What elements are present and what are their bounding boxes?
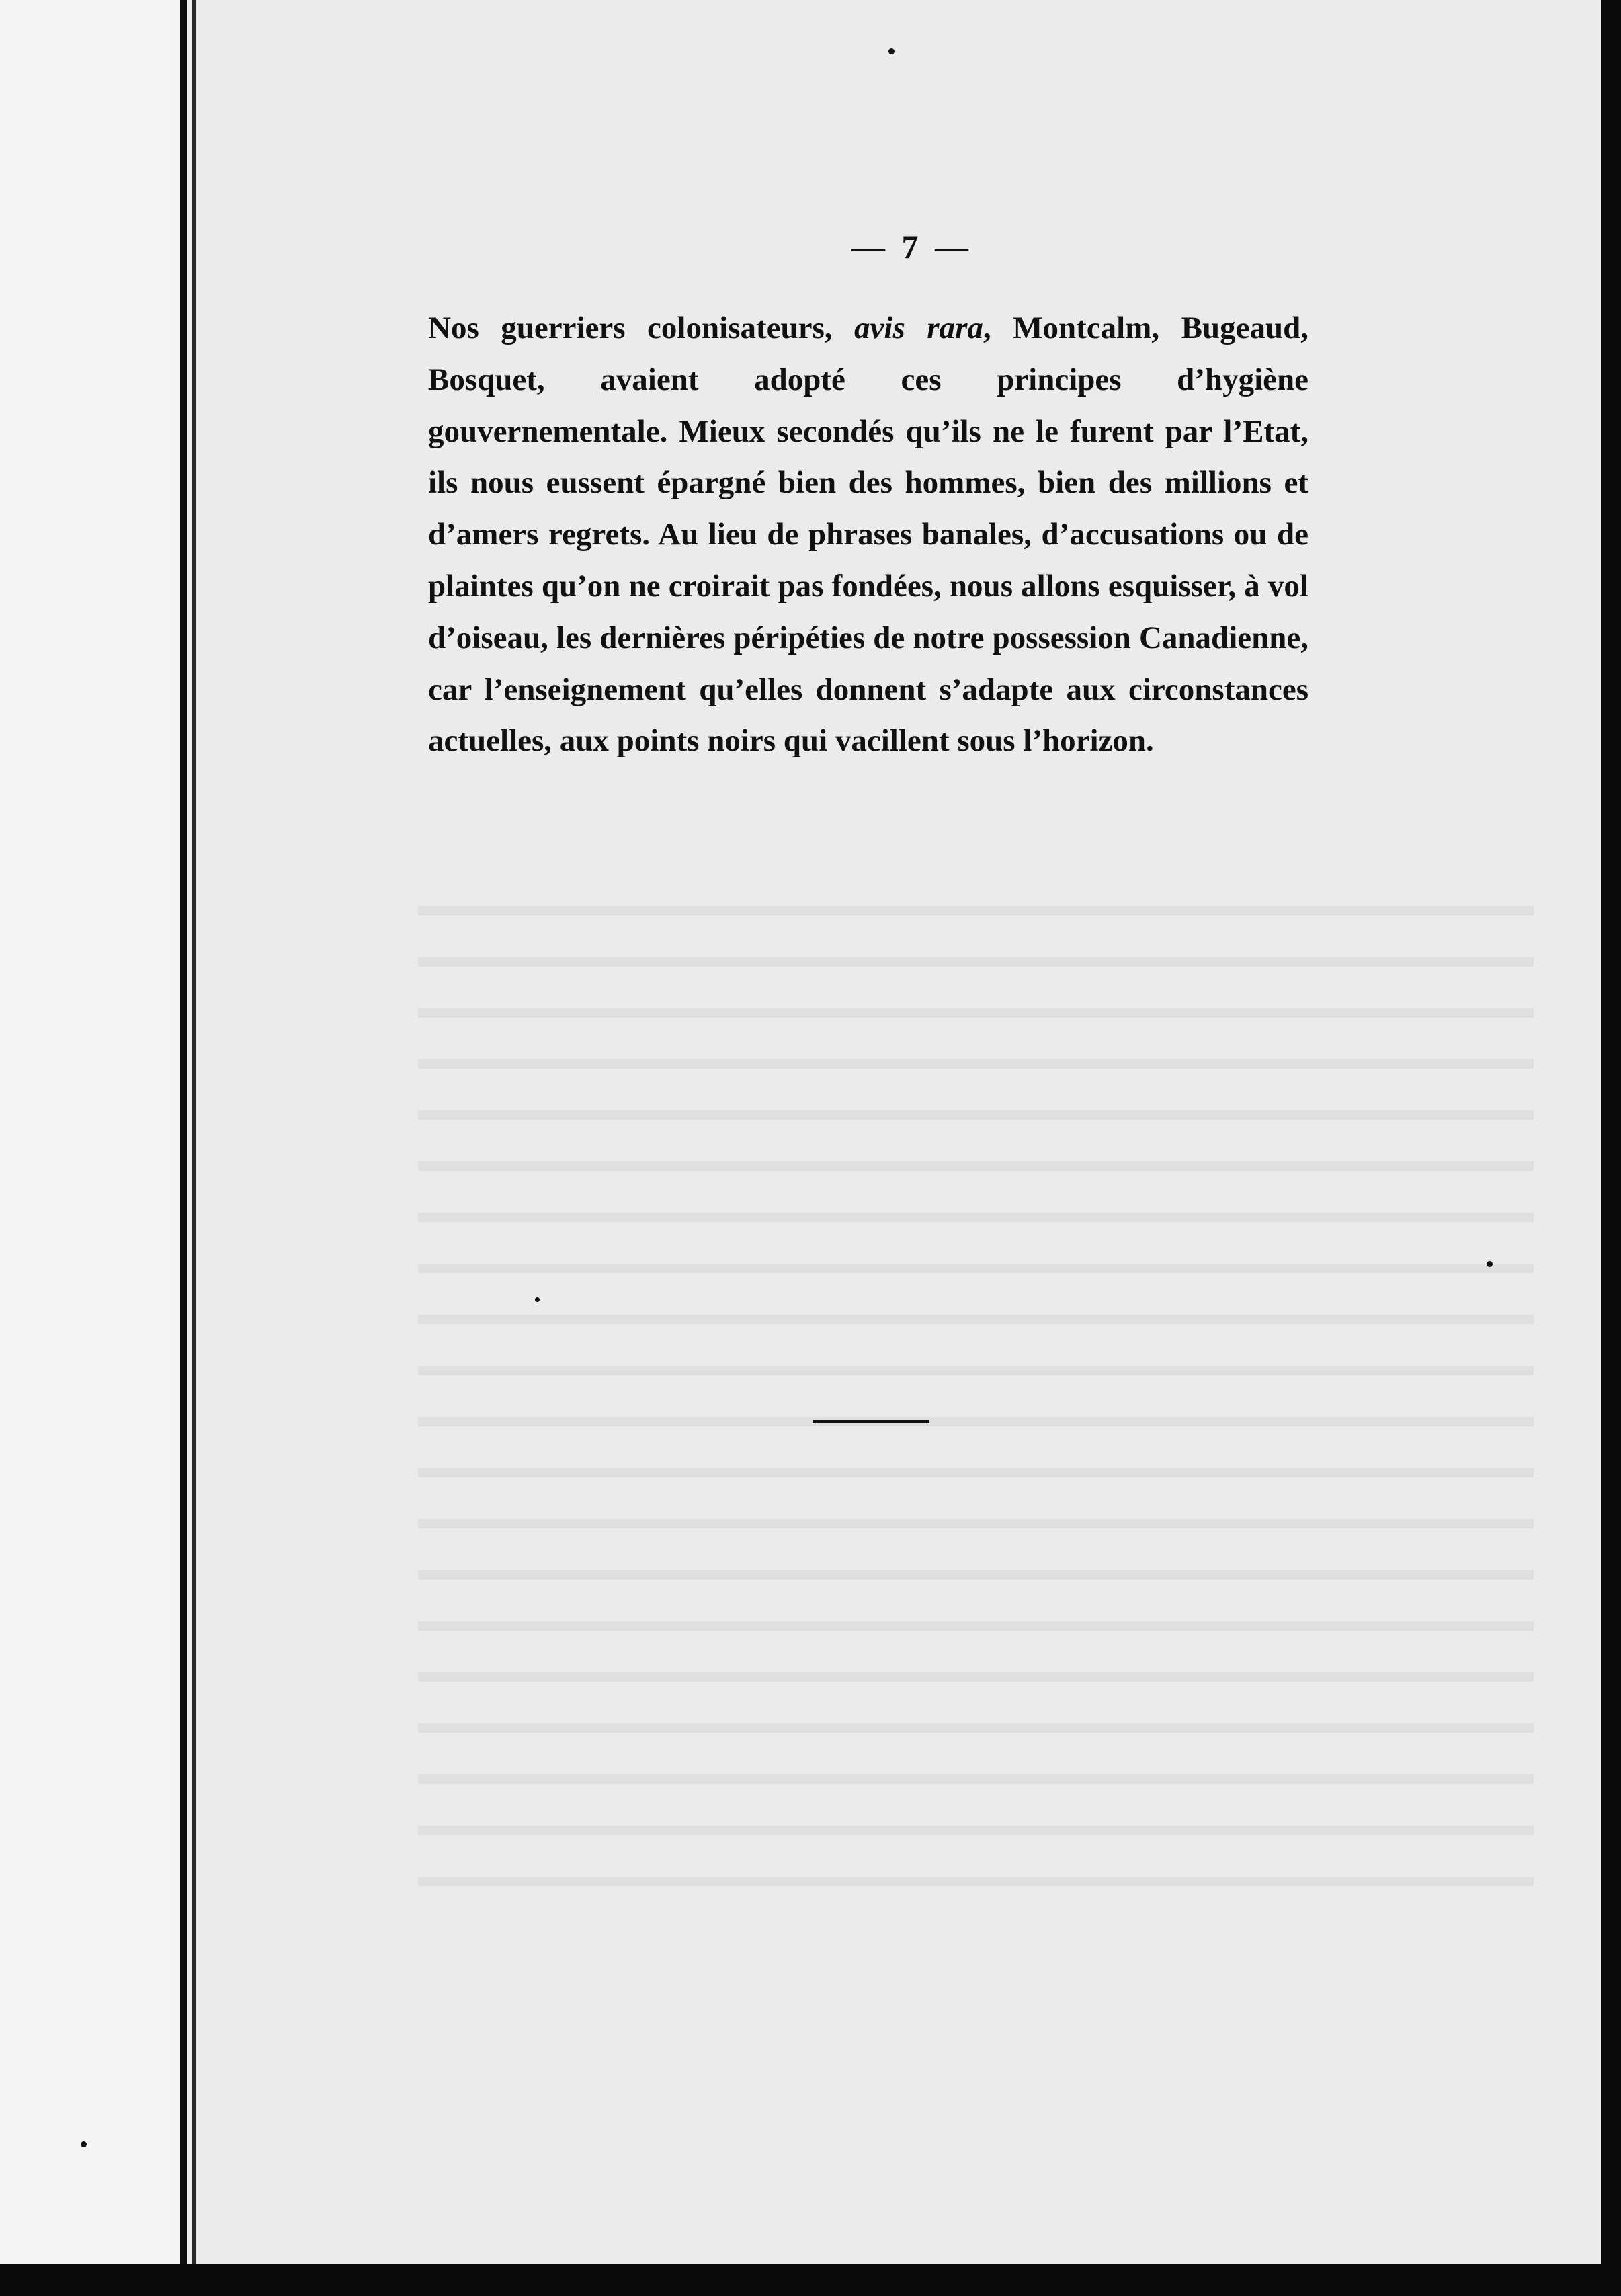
body-paragraph xyxy=(428,302,1308,767)
scan-border-right xyxy=(1601,0,1621,2296)
scan-border-bottom xyxy=(0,2264,1621,2296)
paragraph-text-rest: , Montcalm, Bugeaud, Bosquet, avaient adopté ces principes d’hygiène gouvernementale. Mieux secondés qu’ils ne le furent par l’Etat, ils nous eussent épargné bien des hommes, bien des millions et d’amers regrets. Au lieu de phrases banales, d’accusations ou de plaintes qu’on ne croirait pas fondées, nous allons esquisser, à vol d’oiseau, les dernières péripéties de notre possession Canadienne, car l’enseignement qu’elles donnent s’adapte aux circonstances actuelles, aux points noirs qui vacillent sous l’horizon. xyxy=(428,311,1308,759)
scan-speck xyxy=(81,2141,87,2147)
paragraph-text-start: Nos guerriers colonisateurs, xyxy=(428,311,855,345)
scan-speck xyxy=(888,48,895,54)
scan-speck xyxy=(535,1297,540,1302)
section-divider xyxy=(813,1420,929,1423)
book-page xyxy=(196,0,1601,2264)
facing-page-edge xyxy=(0,0,180,2264)
binding-shadow xyxy=(180,0,187,2264)
scan-speck xyxy=(1487,1261,1493,1267)
page-number: — 7 — xyxy=(851,228,972,265)
bleed-through-text xyxy=(418,874,1534,1916)
italic-phrase: avis rara xyxy=(854,311,983,345)
